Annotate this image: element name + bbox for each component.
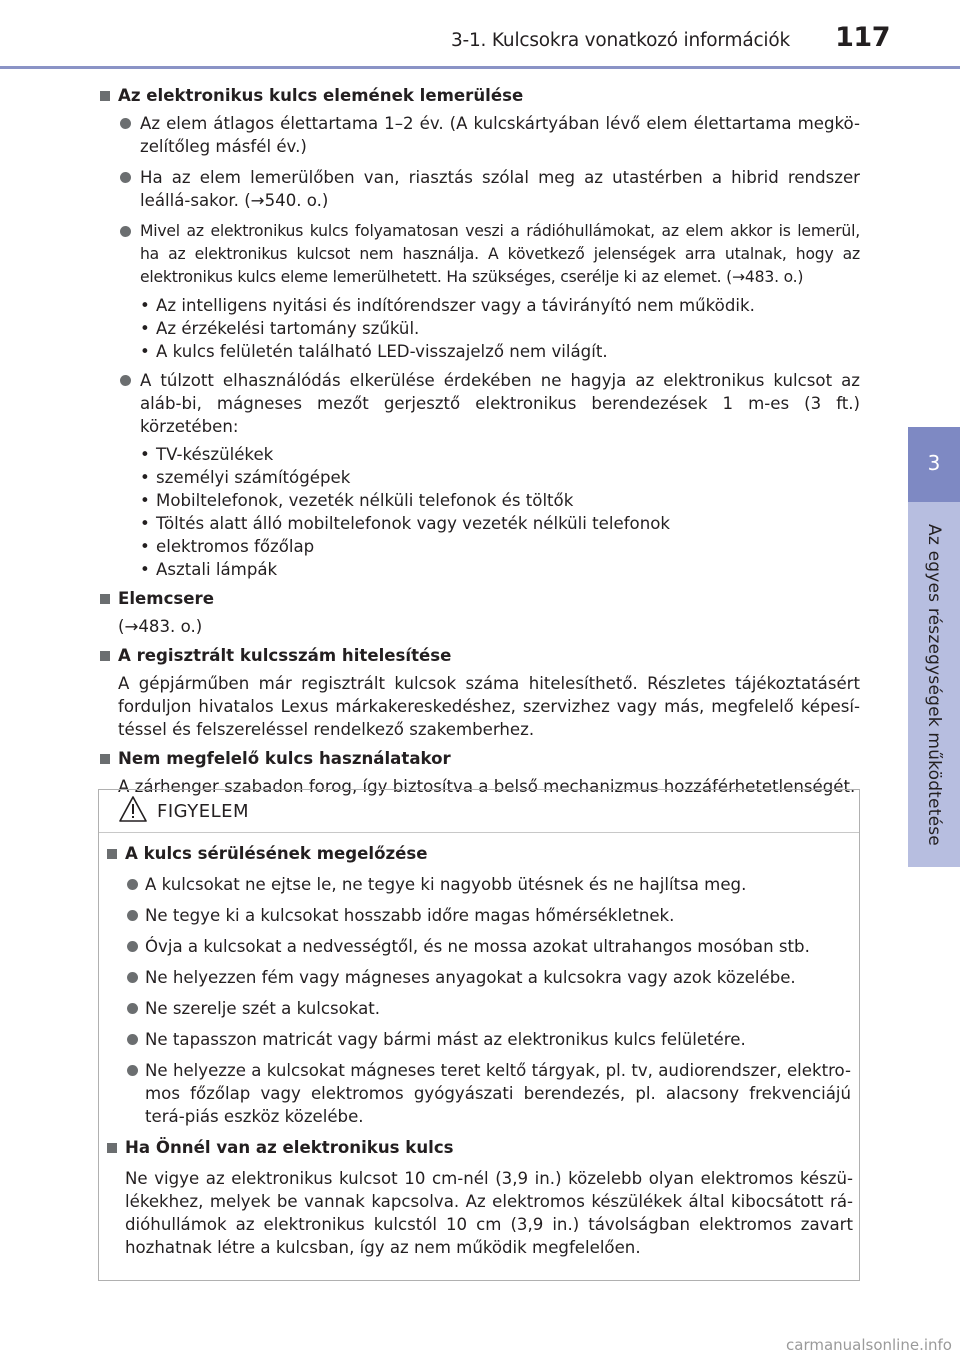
- signs-list: [100, 294, 860, 363]
- list-item: Ne szerelje szét a kulcsokat.: [107, 997, 853, 1020]
- square-bullet-icon: [100, 651, 110, 661]
- section-title-text: A regisztrált kulcsszám hitelesítése: [118, 646, 452, 665]
- section-title: [100, 587, 860, 610]
- chapter-side-band: [908, 502, 960, 867]
- square-bullet-icon: [100, 91, 110, 101]
- paragraph: [100, 220, 860, 289]
- list-item: • A kulcs felületén található LED-visszajelző nem világít.: [140, 342, 608, 361]
- paragraph-text: Ha az elem lemerülőben van, riasztás szólal meg az utastérben a hibrid rendszer leállá-sakor. (→540. o.): [140, 168, 860, 210]
- section-title-text: Az elektronikus kulcs elemének lemerülése: [118, 86, 524, 105]
- square-bullet-icon: [107, 849, 117, 859]
- square-bullet-icon: [100, 594, 110, 604]
- round-bullet-icon: [127, 910, 138, 921]
- page-header: [0, 0, 960, 66]
- list-item: • Asztali lámpák: [140, 560, 278, 579]
- paragraph: A gépjárműben már regisztrált kulcsok száma hitelesíthető. Részletes tájékoztatásért forduljon hivatalos Lexus márkakereskedéshez, szervizhez vagy más, megfelelő képesí-téssel és felszereléssel rendelkező szakemberhez.: [118, 674, 860, 739]
- round-bullet-icon: [120, 375, 131, 386]
- list-item: • Az érzékelési tartomány szűkül.: [140, 319, 420, 338]
- round-bullet-icon: [120, 172, 131, 183]
- list-item: A kulcsokat ne ejtse le, ne tegye ki nagyobb ütésnek és ne hajlítsa meg.: [107, 873, 853, 896]
- chapter-side-label: Az egyes részegységek működtetése: [924, 523, 944, 846]
- list-item: Ne tapasszon matricát vagy bármi mást az elektronikus kulcs felületére.: [107, 1028, 853, 1051]
- section-title: [107, 842, 853, 865]
- round-bullet-icon: [127, 1003, 138, 1014]
- section-title-text: Nem megfelelő kulcs használatakor: [118, 749, 451, 768]
- list-item: • elektromos főzőlap: [140, 537, 315, 556]
- section-title-text: Elemcsere: [118, 589, 214, 608]
- round-bullet-icon: [127, 1065, 138, 1076]
- warning-header: [99, 790, 859, 833]
- section-title-text: Ha Önnél van az elektronikus kulcs: [125, 1138, 454, 1157]
- round-bullet-icon: [127, 941, 138, 952]
- paragraph-text: A túlzott elhasználódás elkerülése érdekében ne hagyja az elektronikus kulcsot az aláb-bi, mágneses mezőt gerjesztő elektronikus berendezések 1 m-es (3 ft.) körzetében:: [140, 371, 860, 436]
- square-bullet-icon: [107, 1143, 117, 1153]
- header-rule: [0, 66, 960, 69]
- paragraph: A zárhenger szabadon forog, így biztosítva a belső mechanizmus hozzáférhetetlenségét.: [118, 777, 856, 796]
- paragraph: Ne vigye az elektronikus kulcsot 10 cm-nél (3,9 in.) közelebb olyan elektromos készü-lékekhez, melyek be vannak kapcsolva. Az elektromos készülékek által kibocsátott rá-dióhullámok az elektronikus kulcstól 10 cm (3,9 in.) távolságban elektromos zavart hozhatnak létre a kulcsban, így az nem működik megfelelően.: [125, 1169, 853, 1257]
- paragraph: [100, 166, 860, 212]
- square-bullet-icon: [100, 754, 110, 764]
- section-title: [100, 84, 860, 107]
- warning-body: [107, 842, 853, 1259]
- paragraph-text: Mivel az elektronikus kulcs folyamatosan veszi a rádióhullámokat, az elem akkor is lemerül, ha az elektronikus kulcsot nem használja. A következő jelenségek arra utalnak, hogy az elektronikus kulcs eleme lemerülhetett. Ha szükséges, cserélje ki az elemet. (→483. o.): [140, 222, 860, 286]
- warning-box: [98, 789, 860, 1281]
- round-bullet-icon: [120, 226, 131, 237]
- list-item: Ne helyezzen fém vagy mágneses anyagokat a kulcsokra vagy azok közelébe.: [107, 966, 853, 989]
- chapter-tab[interactable]: [908, 427, 960, 502]
- page-reference-link[interactable]: (→483. o.): [118, 617, 203, 636]
- list-item: Ne tegye ki a kulcsokat hosszabb időre magas hőmérsékletnek.: [107, 904, 853, 927]
- section-title: [107, 1136, 853, 1159]
- round-bullet-icon: [127, 879, 138, 890]
- warning-triangle-icon: [118, 795, 148, 823]
- list-item: Óvja a kulcsokat a nedvességtől, és ne mossa azokat ultrahangos mosóban stb.: [107, 935, 853, 958]
- list-item: • Töltés alatt álló mobiltelefonok vagy vezeték nélküli telefonok: [140, 514, 670, 533]
- chapter-title: 3-1. Kulcsokra vonatkozó információk: [450, 30, 790, 51]
- chapter-tab-number: 3: [927, 451, 941, 475]
- round-bullet-icon: [127, 1034, 138, 1045]
- round-bullet-icon: [120, 118, 131, 129]
- list-item: • Mobiltelefonok, vezeték nélküli telefonok és töltők: [140, 491, 574, 510]
- list-item: Ne helyezze a kulcsokat mágneses teret keltő tárgyak, pl. tv, audiorendszer, elektro-mos főzőlap vagy elektromos gyógyászati berendezés, pl. alacsony frekvenciájú terá-piás eszköz közelébe.: [107, 1059, 853, 1128]
- main-content: [100, 78, 860, 804]
- paragraph: [100, 112, 860, 158]
- devices-list: [100, 443, 860, 581]
- page-number: 117: [835, 22, 890, 53]
- round-bullet-icon: [127, 972, 138, 983]
- watermark[interactable]: carmanualsonline.info: [786, 1336, 952, 1354]
- section-title: [100, 644, 860, 667]
- warning-label: FIGYELEM: [157, 801, 250, 822]
- list-item: • TV-készülékek: [140, 445, 274, 464]
- section-title-text: A kulcs sérülésének megelőzése: [125, 844, 428, 863]
- paragraph-text: Az elem átlagos élettartama 1–2 év. (A kulcskártyában lévő elem élettartama megkö-zelítőleg másfél év.): [140, 114, 860, 156]
- list-item: • személyi számítógépek: [140, 468, 351, 487]
- list-item: • Az intelligens nyitási és indítórendszer vagy a távirányító nem működik.: [140, 296, 755, 315]
- paragraph: [100, 369, 860, 438]
- section-title: [100, 747, 860, 770]
